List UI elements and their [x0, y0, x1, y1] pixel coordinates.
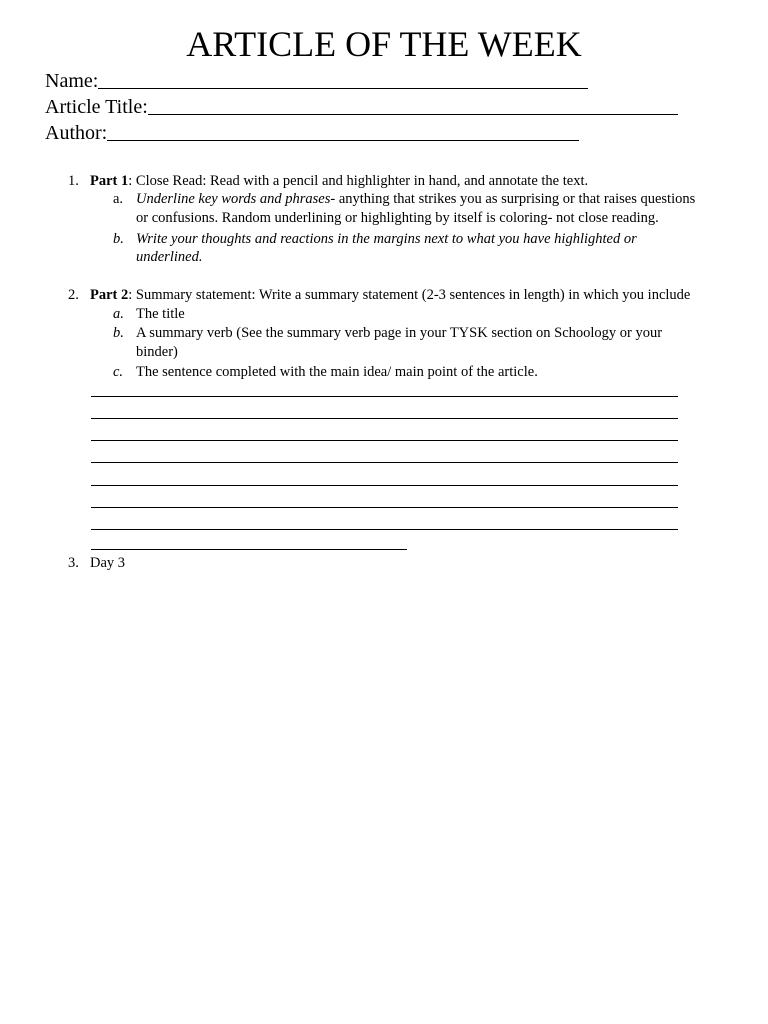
answer-line[interactable] [91, 485, 678, 486]
answer-line[interactable] [91, 396, 678, 397]
part1-text: : Close Read: Read with a pencil and highlighter in hand, and annotate the text. [128, 173, 589, 189]
part1-a-line1 [136, 190, 726, 208]
part1-a-label: a. [113, 191, 124, 207]
page-title: ARTICLE OF THE WEEK [186, 24, 582, 64]
part2-b-label: b. [113, 325, 124, 341]
part2-b-text-2: binder) [136, 344, 178, 360]
part3-number: 3. [68, 555, 79, 571]
answer-line[interactable] [91, 418, 678, 419]
part2-heading: Part 2 [90, 287, 129, 303]
name-blank-line[interactable] [98, 70, 588, 89]
author-field[interactable] [45, 120, 579, 146]
part1-instruction [90, 172, 730, 190]
answer-line[interactable] [91, 549, 407, 550]
part2-instruction [90, 286, 730, 304]
part1-b-label: b. [113, 231, 124, 247]
part1-a-text-2: or confusions. Random underlining or highlighting by itself is coloring- not close reading. [136, 210, 659, 226]
name-label: Name: [45, 70, 99, 92]
part2-c-text: The sentence completed with the main idea/ main point of the article. [136, 364, 538, 380]
author-blank-line[interactable] [107, 122, 579, 141]
author-label: Author: [45, 122, 108, 144]
part1-b-text-2: underlined. [136, 249, 203, 265]
part1-a-text-1: - anything that strikes you as surprising or that raises questions [330, 191, 696, 207]
answer-line[interactable] [91, 462, 678, 463]
article-title-label: Article Title: [45, 96, 148, 118]
part2-c-label: c. [113, 364, 124, 380]
part2-number: 2. [68, 287, 79, 303]
part2-b-text-1: A summary verb (See the summary verb page in your TYSK section on Schoology or your [136, 325, 663, 341]
article-title-field[interactable] [45, 94, 678, 120]
article-title-blank-line[interactable] [148, 96, 678, 115]
answer-line[interactable] [91, 529, 678, 530]
answer-line[interactable] [91, 440, 678, 441]
part1-heading: Part 1 [90, 173, 129, 189]
part1-number: 1. [68, 173, 79, 189]
part1-a-italic: Underline key words and phrases [136, 191, 331, 207]
answer-line[interactable] [91, 507, 678, 508]
name-field[interactable] [45, 68, 588, 94]
part2-a-text: The title [136, 306, 185, 322]
part3-text: Day 3 [90, 555, 126, 571]
part2-text: : Summary statement: Write a summary statement (2-3 sentences in length) in which you include [128, 287, 691, 303]
part2-a-label: a. [113, 306, 124, 322]
part1-b-text-1: Write your thoughts and reactions in the margins next to what you have highlighted or [136, 231, 637, 247]
